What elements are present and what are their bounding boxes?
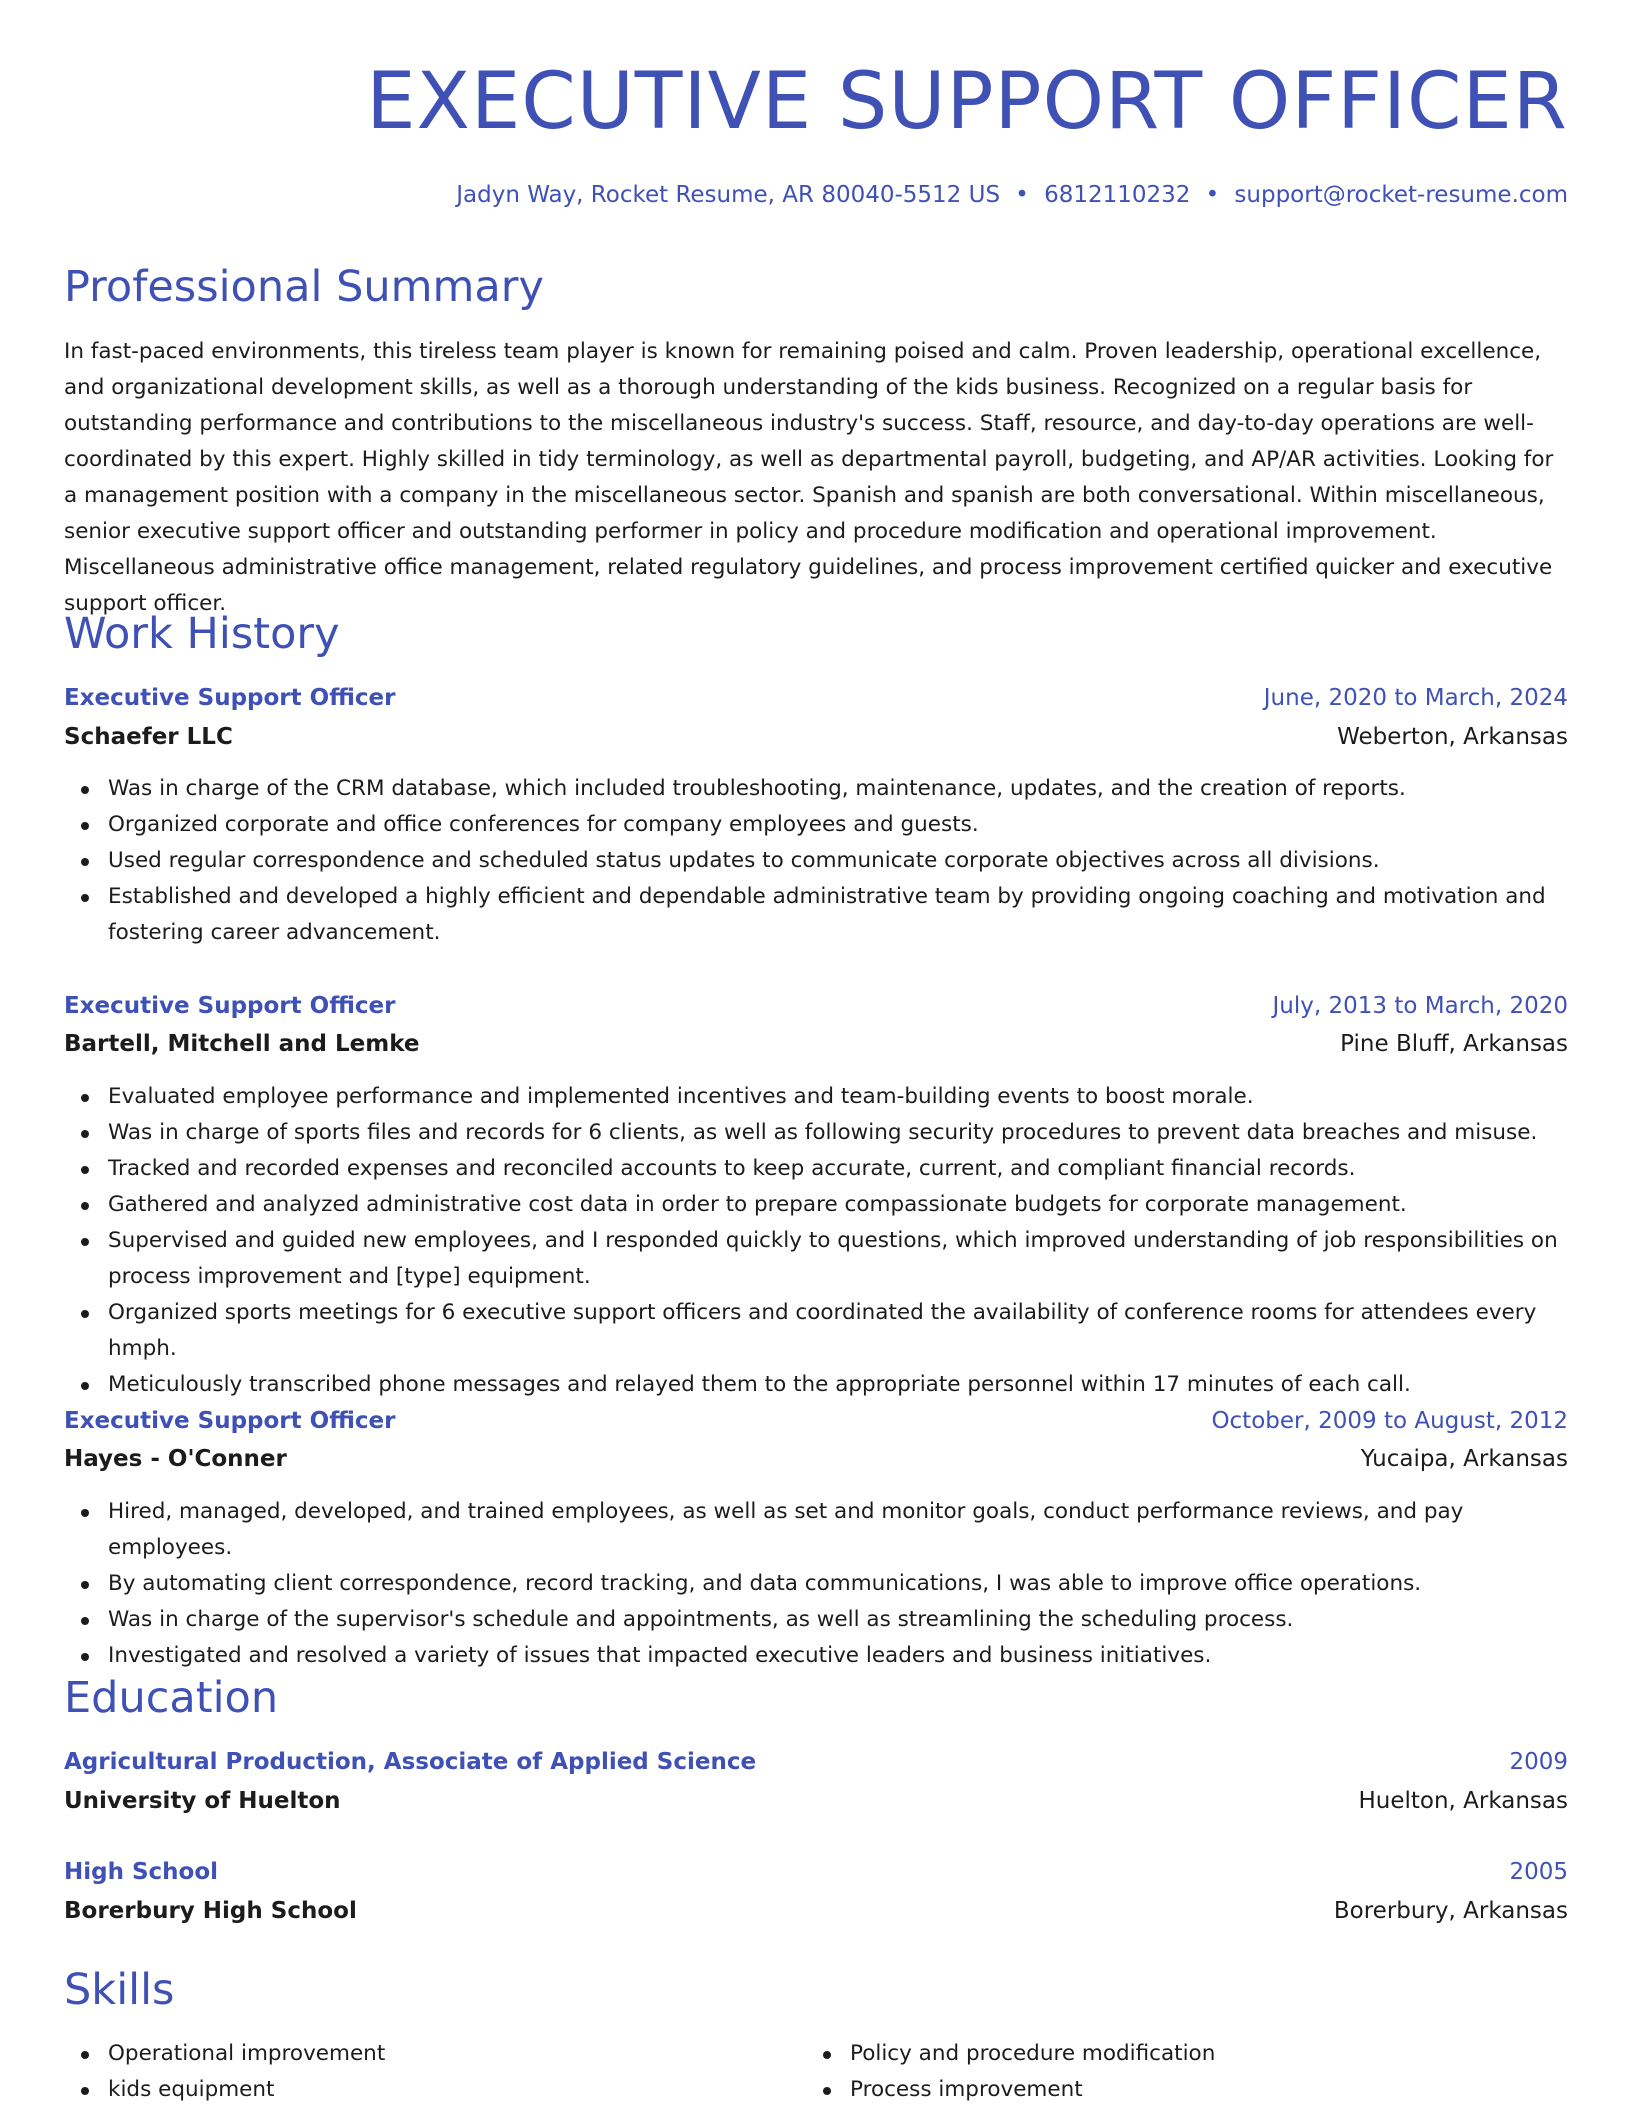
education-degree-row [64, 1744, 1568, 1780]
job-location: Yucaipa, Arkansas [1360, 1446, 1568, 1472]
list-item: Gathered and analyzed administrative cost data in order to prepare compassionate budgets for corporate management. [64, 1187, 1568, 1223]
job-dates: October, 2009 to August, 2012 [1211, 1408, 1568, 1434]
job-dates: June, 2020 to March, 2024 [1263, 685, 1568, 711]
list-item: Used regular correspondence and scheduled status updates to communicate corporate objectives across all divisions. [64, 843, 1568, 879]
skills-column-right [806, 2036, 1568, 2108]
job-bullets [64, 1079, 1568, 1403]
section-heading-work: Work History [64, 609, 340, 659]
job-company: Bartell, Mitchell and Lemke [64, 1031, 420, 1057]
job-location: Weberton, Arkansas [1337, 724, 1568, 750]
contact-email: support@rocket-resume.com [1234, 182, 1568, 208]
list-item: Supervised and guided new employees, and I responded quickly to questions, which improved understanding of job responsibilities on process improvement and [type] equipment. [64, 1223, 1568, 1295]
education-location: Huelton, Arkansas [1358, 1788, 1568, 1814]
job-company-row [64, 1441, 1568, 1477]
education-year: 2005 [1509, 1859, 1568, 1885]
contact-line [456, 178, 1568, 212]
list-item: Was in charge of the supervisor's schedule and appointments, as well as streamlining the scheduling process. [64, 1602, 1568, 1638]
list-item: Organized corporate and office conferences for company employees and guests. [64, 807, 1568, 843]
education-year: 2009 [1509, 1749, 1568, 1775]
list-item: Tracked and recorded expenses and reconciled accounts to keep accurate, current, and compliant financial records. [64, 1151, 1568, 1187]
resume-page [64, 0, 1568, 2112]
list-item: Evaluated employee performance and implemented incentives and team-building events to boost morale. [64, 1079, 1568, 1115]
skills-list [64, 2036, 1568, 2108]
summary-text: In fast-paced environments, this tireless team player is known for remaining poised and calm. Proven leadership, operational excellence, and organizational development skills, as well as a thorough understanding of the kids business. Recognized on a regular basis for outstanding performance and contributions to the miscellaneous industry's success. Staff, resource, and day-to-day operations are well-coordinated by this expert. Highly skilled in tidy terminology, as well as departmental payroll, budgeting, and AP/AR activities. Looking for a management position with a company in the miscellaneous sector. Spanish and spanish are both conversational. Within miscellaneous, senior executive support officer and outstanding performer in policy and procedure modification and operational improvement. Miscellaneous administrative office management, related regulatory guidelines, and process improvement certified quicker and executive support officer. [64, 339, 1554, 616]
job-title-row [64, 988, 1568, 1024]
section-heading-summary: Professional Summary [64, 262, 544, 312]
skills-column-left [64, 2036, 806, 2108]
skill-item: Process improvement [806, 2072, 1568, 2108]
job-company: Hayes - O'Conner [64, 1446, 287, 1472]
contact-phone: 6812110232 [1044, 182, 1191, 208]
job-role: Executive Support Officer [64, 993, 396, 1019]
job-company: Schaefer LLC [64, 724, 233, 750]
skill-item: kids equipment [64, 2072, 806, 2108]
education-degree-row [64, 1854, 1568, 1890]
job-bullets [64, 1494, 1568, 1674]
education-degree: High School [64, 1859, 219, 1885]
education-school-row [64, 1893, 1568, 1929]
section-heading-education: Education [64, 1673, 279, 1723]
education-school-row [64, 1783, 1568, 1819]
contact-separator: • [1015, 182, 1029, 208]
list-item: Was in charge of the CRM database, which included troubleshooting, maintenance, updates, and the creation of reports. [64, 771, 1568, 807]
job-company-row [64, 1026, 1568, 1062]
education-school: Borerbury High School [64, 1898, 357, 1924]
job-dates: July, 2013 to March, 2020 [1272, 993, 1568, 1019]
list-item: Was in charge of sports files and records for 6 clients, as well as following security procedures to prevent data breaches and misuse. [64, 1115, 1568, 1151]
list-item: Hired, managed, developed, and trained employees, as well as set and monitor goals, conduct performance reviews, and pay employees. [64, 1494, 1568, 1566]
list-item: By automating client correspondence, record tracking, and data communications, I was able to improve office operations. [64, 1566, 1568, 1602]
job-title-row [64, 680, 1568, 716]
education-degree: Agricultural Production, Associate of Applied Science [64, 1749, 757, 1775]
list-item: Investigated and resolved a variety of issues that impacted executive leaders and business initiatives. [64, 1638, 1568, 1674]
contact-separator: • [1205, 182, 1220, 208]
skill-item: Operational improvement [64, 2036, 806, 2072]
skill-item: Policy and procedure modification [806, 2036, 1568, 2072]
section-heading-skills: Skills [64, 1965, 175, 2015]
job-role: Executive Support Officer [64, 685, 396, 711]
job-company-row [64, 719, 1568, 755]
contact-address: Jadyn Way, Rocket Resume, AR 80040-5512 US [456, 182, 1001, 208]
resume-title: EXECUTIVE SUPPORT OFFICER [366, 57, 1568, 147]
job-title-row [64, 1403, 1568, 1439]
education-location: Borerbury, Arkansas [1333, 1898, 1568, 1924]
list-item: Organized sports meetings for 6 executive support officers and coordinated the availability of conference rooms for attendees every hmph. [64, 1295, 1568, 1367]
job-bullets [64, 771, 1568, 951]
job-role: Executive Support Officer [64, 1408, 396, 1434]
list-item: Established and developed a highly efficient and dependable administrative team by providing ongoing coaching and motivation and fostering career advancement. [64, 879, 1568, 951]
list-item: Meticulously transcribed phone messages and relayed them to the appropriate personnel within 17 minutes of each call. [64, 1367, 1568, 1403]
job-location: Pine Bluff, Arkansas [1340, 1031, 1568, 1057]
education-school: University of Huelton [64, 1788, 341, 1814]
